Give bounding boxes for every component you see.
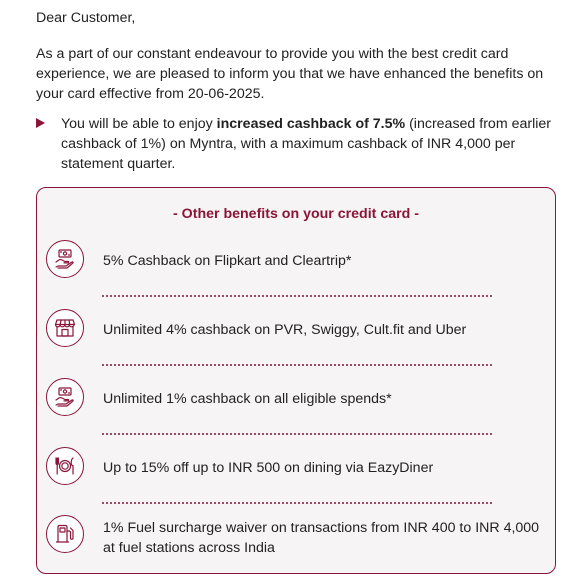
triangle-bullet-icon bbox=[36, 118, 45, 128]
benefits-card bbox=[36, 187, 556, 574]
fuel-pump-icon bbox=[46, 515, 84, 553]
greeting: Dear Customer, bbox=[36, 10, 136, 26]
store-icon bbox=[46, 309, 84, 347]
dotted-divider bbox=[102, 364, 492, 366]
benefit-text: Unlimited 1% cashback on all eligible spends* bbox=[103, 391, 392, 407]
benefit-text: 1% Fuel surcharge waiver on transactions from INR 400 to INR 4,000 at fuel stations across India bbox=[103, 520, 540, 556]
benefits-title: - Other benefits on your credit card - bbox=[173, 206, 419, 222]
dotted-divider bbox=[102, 502, 492, 504]
myntra-cashback-bullet bbox=[36, 114, 556, 174]
intro-paragraph: As a part of our constant endeavour to provide you with the best credit card experience, we are pleased to inform you that we have enhanced the benefits on your card effective from 20-06-2025. bbox=[36, 46, 544, 102]
bullet-prefix: You will be able to enjoy bbox=[61, 116, 217, 132]
cashback-hand-icon bbox=[46, 378, 84, 416]
benefit-text: Unlimited 4% cashback on PVR, Swiggy, Cult.fit and Uber bbox=[103, 322, 467, 338]
bullet-text bbox=[61, 114, 556, 174]
dining-plate-icon bbox=[46, 447, 84, 485]
bullet-highlight: increased cashback of 7.5% bbox=[216, 116, 406, 132]
bullet-suffix: (increased from earlier cashback of 1%) on Myntra, with a maximum cashback of INR 4,000 per statement quarter. bbox=[61, 116, 552, 172]
cashback-hand-icon bbox=[46, 240, 84, 278]
dotted-divider bbox=[102, 433, 492, 435]
benefit-text: Up to 15% off up to INR 500 on dining via EazyDiner bbox=[103, 460, 434, 476]
dotted-divider bbox=[102, 295, 492, 297]
benefit-text: 5% Cashback on Flipkart and Cleartrip* bbox=[103, 253, 352, 269]
